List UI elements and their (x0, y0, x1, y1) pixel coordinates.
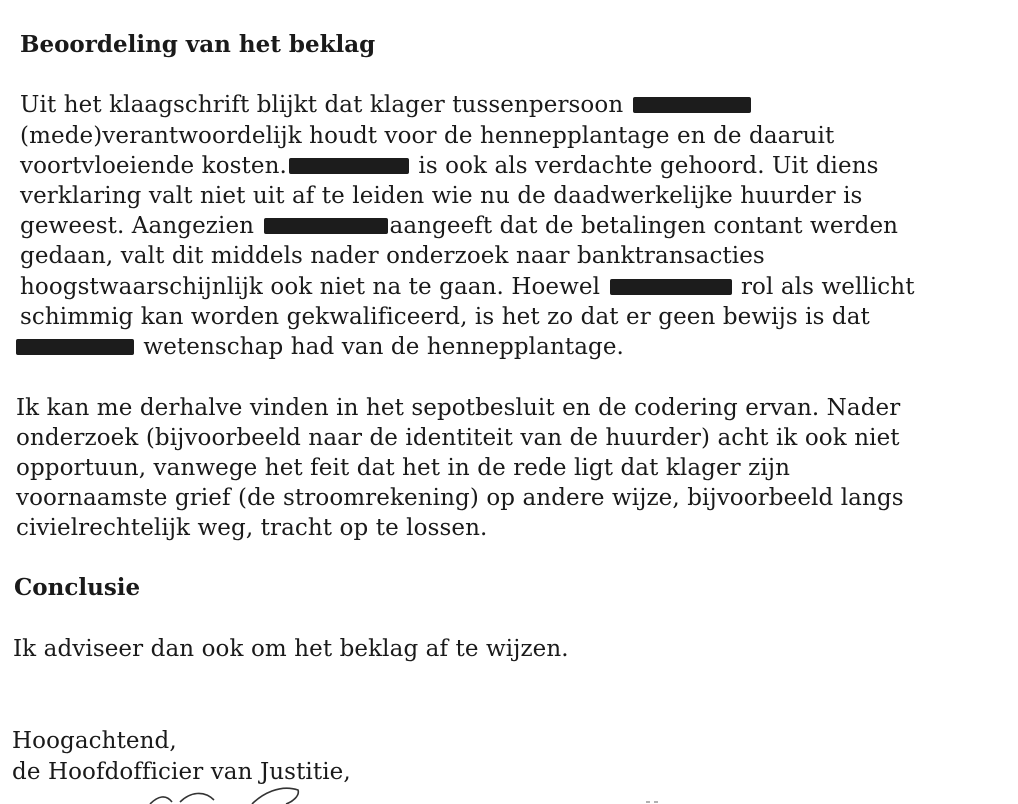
redaction-mark (16, 339, 134, 355)
text-line: schimmig kan worden gekwalificeerd, is het zo dat er geen bewijs is dat (20, 304, 870, 330)
text-line: gedaan, valt dit middels nader onderzoek naar banktransacties (20, 243, 765, 269)
redaction-mark (633, 97, 751, 113)
closing-salutation: Hoogachtend, (12, 728, 177, 754)
text-line: Ik kan me derhalve vinden in het sepotbesluit en de codering ervan. Nader (16, 395, 901, 421)
text-segment: aangeeft dat de betalingen contant werden (389, 213, 899, 239)
conclusion-text: Ik adviseer dan ook om het beklag af te wijzen. (13, 636, 569, 662)
text-line: voornaamste grief (de stroomrekening) op andere wijze, bijvoorbeeld langs (16, 485, 904, 511)
text-segment: rol als wellicht (740, 274, 915, 300)
text-line: (mede)verantwoordelijk houdt voor de hennepplantage en de daaruit (20, 123, 835, 149)
text-segment: Uit het klaagschrift blijkt dat klager tussenpersoon (20, 92, 624, 118)
heading-conclusion: Conclusie (14, 574, 141, 601)
text-line: onderzoek (bijvoorbeeld naar de identiteit van de huurder) acht ik ook niet (16, 425, 900, 451)
signature-image (0, 780, 1018, 804)
text-segment: hoogstwaarschijnlijk ook niet na te gaan. Hoewel (20, 274, 601, 300)
text-segment: wetenschap had van de hennepplantage. (143, 334, 624, 360)
text-line (20, 151, 879, 181)
text-line (20, 272, 915, 302)
text-line: opportuun, vanwege het feit dat het in de rede ligt dat klager zijn (16, 455, 790, 481)
signatory-title: de Hoofdofficier van Justitie, (12, 759, 351, 785)
redaction-mark (610, 279, 732, 295)
heading-assessment: Beoordeling van het beklag (20, 31, 376, 58)
redaction-mark (264, 218, 388, 234)
text-line: civielrechtelijk weg, tracht op te lossen. (16, 515, 488, 541)
text-segment: voortvloeiende kosten. (20, 153, 287, 179)
text-line (20, 211, 898, 241)
text-line (16, 332, 624, 362)
text-segment: is ook als verdachte gehoord. Uit diens (418, 153, 879, 179)
redaction-mark (289, 158, 409, 174)
text-line (20, 90, 753, 120)
text-segment: geweest. Aangezien (20, 213, 255, 239)
text-line: verklaring valt niet uit af te leiden wie nu de daadwerkelijke huurder is (20, 183, 863, 209)
